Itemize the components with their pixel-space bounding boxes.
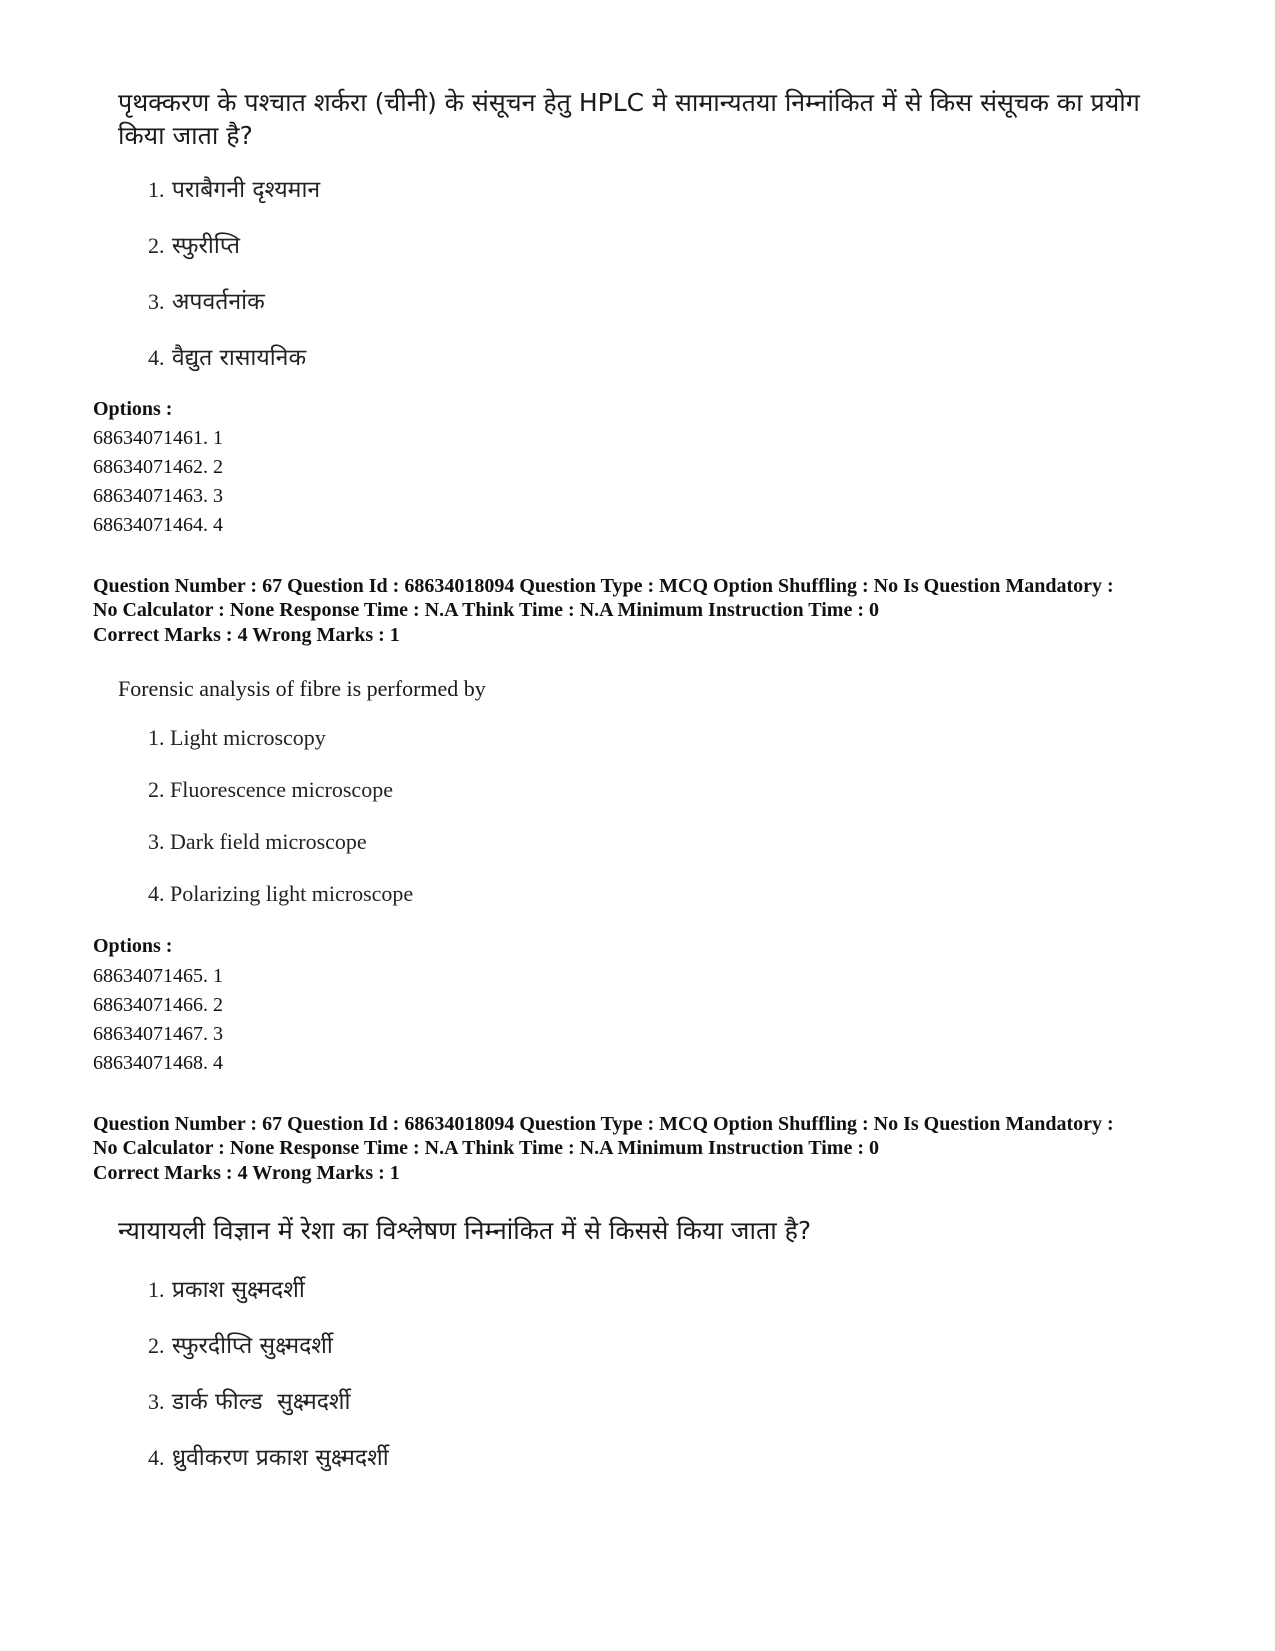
choice-label: Polarizing light microscope [170,881,414,906]
question-text-hindi-2: न्यायायली विज्ञान में रेशा का विश्लेषण निम्नांकित में से किससे किया जाता है? [118,1216,812,1245]
marks-line: Correct Marks : 4 Wrong Marks : 1 [93,624,400,646]
choice-number: 4. [148,345,165,370]
choice-number: 3. [148,1389,165,1414]
choice-number: 1. [148,1277,165,1302]
marks-line: Correct Marks : 4 Wrong Marks : 1 [93,1162,400,1184]
choice-label: ध्रुवीकरण प्रकाश सुक्ष्मदर्शी [171,1445,389,1471]
choice-label: डार्क फील्ड सुक्ष्मदर्शी [171,1389,351,1415]
choice-number: 4. [148,1445,165,1470]
choice-label: Light microscopy [170,725,326,750]
question-meta-line: No Calculator : None Response Time : N.A Think Time : N.A Minimum Instruction Time : 0 [93,599,879,621]
option-id-row: 68634071461. 1 [93,427,223,449]
options-list [93,962,223,1078]
choice-label: Fluorescence microscope [170,777,393,802]
question-text-english: Forensic analysis of fibre is performed by [118,676,486,701]
choice-label: स्फुरदीप्ति सुक्ष्मदर्शी [171,1333,333,1359]
choice-number: 2. [148,1333,165,1358]
choice-label: Dark field microscope [170,829,367,854]
answer-choice [148,1440,389,1472]
question-meta-line: No Calculator : None Response Time : N.A Think Time : N.A Minimum Instruction Time : 0 [93,1137,879,1159]
question-meta-line: Question Number : 67 Question Id : 68634018094 Question Type : MCQ Option Shuffling : No Is Question Mandatory : [93,1113,1114,1135]
answer-choice [148,340,306,372]
choice-label: स्फुरीप्ति [171,233,241,259]
question-meta-line: Question Number : 67 Question Id : 68634018094 Question Type : MCQ Option Shuffling : No Is Question Mandatory : [93,575,1114,597]
option-id-row: 68634071465. 1 [93,965,223,987]
option-id-row: 68634071462. 2 [93,456,223,478]
answer-choice [148,1328,333,1360]
choice-label: अपवर्तनांक [171,289,265,315]
choice-number: 1. [148,725,165,750]
choice-label: पराबैगनी दृश्यमान [171,177,321,203]
answer-choice [148,1272,305,1304]
question-meta [93,1112,1223,1160]
option-id-row: 68634071466. 2 [93,994,223,1016]
choice-number: 1. [148,177,165,202]
answer-choice [148,284,265,316]
answer-choice [148,777,393,803]
option-id-row: 68634071463. 3 [93,485,223,507]
options-list [93,424,223,540]
answer-choice [148,725,326,751]
answer-choice [148,172,320,204]
choice-number: 2. [148,233,165,258]
choice-number: 3. [148,829,165,854]
option-id-row: 68634071467. 3 [93,1023,223,1045]
option-id-row: 68634071464. 4 [93,514,223,536]
choice-number: 4. [148,881,165,906]
answer-choice [148,228,240,260]
options-heading: Options : [93,398,173,420]
choice-label: प्रकाश सुक्ष्मदर्शी [171,1277,305,1303]
choice-number: 2. [148,777,165,802]
answer-choice [148,881,413,907]
option-id-row: 68634071468. 4 [93,1052,223,1074]
options-heading: Options : [93,935,173,957]
choice-number: 3. [148,289,165,314]
question-meta [93,574,1223,622]
question-text-hindi-1: पृथक्करण के पश्चात शर्करा (चीनी) के संसूचन हेतु HPLC मे सामान्यतया निम्नांकित में से किस संसूचक का प्रयोग किया जाता है? [118,88,1140,150]
answer-choice [148,829,367,855]
choice-label: वैद्युत रासायनिक [171,345,307,371]
answer-choice [148,1384,351,1416]
